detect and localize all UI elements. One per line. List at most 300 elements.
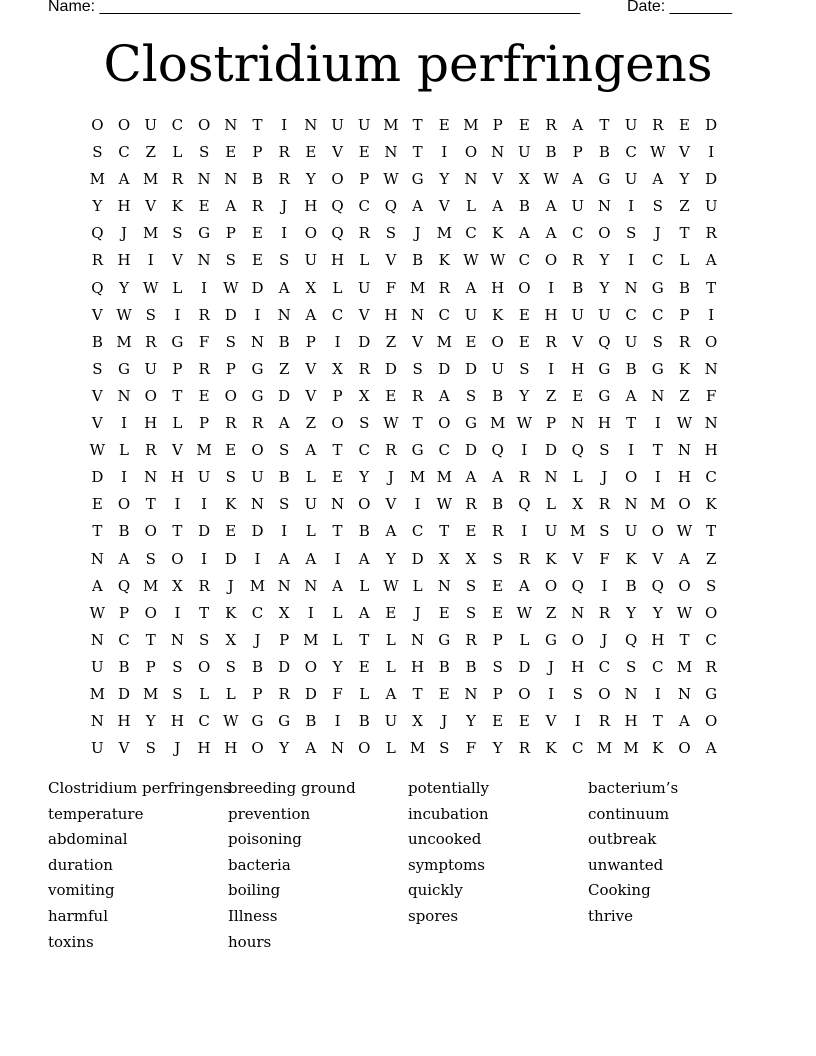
grid-letter[interactable]: U [357, 278, 371, 297]
grid-letter[interactable]: T [652, 712, 663, 731]
grid-letter[interactable]: S [279, 251, 290, 270]
grid-letter[interactable]: A [118, 170, 130, 189]
grid-letter[interactable]: J [601, 468, 608, 487]
grid-letter[interactable]: B [358, 522, 370, 541]
grid-letter[interactable]: V [358, 305, 370, 324]
grid-letter[interactable]: A [385, 522, 397, 541]
grid-letter[interactable]: G [278, 712, 291, 731]
grid-letter[interactable]: Q [91, 224, 104, 243]
grid-letter[interactable]: M [383, 116, 399, 134]
grid-letter[interactable]: O [331, 170, 344, 189]
grid-letter[interactable]: R [545, 332, 557, 351]
grid-letter[interactable]: M [89, 170, 106, 189]
grid-letter[interactable]: N [651, 386, 665, 405]
grid-letter[interactable]: S [492, 549, 503, 568]
grid-letter[interactable]: I [628, 441, 635, 460]
grid-letter[interactable]: I [334, 549, 341, 568]
grid-letter[interactable]: V [145, 197, 157, 216]
grid-letter[interactable]: S [92, 359, 103, 378]
grid-letter[interactable]: G [198, 224, 211, 243]
grid-letter[interactable]: X [465, 549, 477, 568]
grid-letter[interactable]: E [492, 712, 504, 731]
grid-letter[interactable]: M [143, 684, 159, 703]
grid-letter[interactable]: Q [598, 332, 611, 351]
grid-letter[interactable]: O [144, 386, 157, 405]
grid-letter[interactable]: T [439, 522, 450, 541]
grid-letter[interactable]: L [305, 468, 316, 487]
grid-letter[interactable]: M [570, 522, 586, 541]
grid-letter[interactable]: N [197, 170, 211, 189]
grid-letter[interactable]: Q [651, 576, 664, 595]
grid-letter[interactable]: G [651, 278, 664, 297]
grid-letter[interactable]: D [705, 116, 718, 134]
grid-letter[interactable]: S [652, 197, 663, 216]
grid-letter[interactable]: G [171, 332, 184, 351]
grid-letter[interactable]: X [358, 386, 370, 405]
grid-letter[interactable]: C [331, 305, 344, 324]
grid-letter[interactable]: P [118, 603, 130, 622]
grid-letter[interactable]: R [518, 468, 530, 487]
grid-letter[interactable]: S [279, 441, 290, 460]
grid-letter[interactable]: S [145, 739, 156, 758]
grid-letter[interactable]: Q [117, 576, 131, 595]
grid-letter[interactable]: N [117, 386, 131, 405]
grid-letter[interactable]: O [358, 495, 371, 514]
grid-letter[interactable]: D [705, 170, 718, 189]
grid-letter[interactable]: H [704, 441, 718, 460]
grid-letter[interactable]: O [197, 657, 211, 676]
grid-letter[interactable]: Y [145, 712, 156, 731]
grid-letter[interactable]: S [225, 332, 236, 351]
grid-letter[interactable]: D [358, 332, 371, 351]
grid-letter[interactable]: V [171, 441, 183, 460]
grid-letter[interactable]: L [172, 143, 183, 162]
grid-letter[interactable]: C [198, 712, 210, 731]
grid-letter[interactable]: O [491, 332, 504, 351]
grid-letter[interactable]: E [492, 576, 504, 595]
grid-letter[interactable]: A [305, 305, 317, 324]
grid-letter[interactable]: V [545, 712, 557, 731]
grid-letter[interactable]: S [625, 224, 637, 243]
grid-letter[interactable]: D [251, 278, 264, 297]
grid-letter[interactable]: S [439, 739, 450, 758]
grid-letter[interactable]: I [548, 278, 554, 297]
grid-letter[interactable]: Y [519, 386, 530, 405]
grid-letter[interactable]: W [650, 143, 666, 162]
grid-letter[interactable]: U [91, 657, 104, 676]
grid-letter[interactable]: I [121, 414, 127, 433]
grid-letter[interactable]: G [651, 359, 664, 378]
grid-letter[interactable]: I [201, 495, 208, 514]
grid-letter[interactable]: U [624, 332, 638, 351]
grid-letter[interactable]: A [225, 197, 237, 216]
grid-letter[interactable]: E [572, 386, 584, 405]
grid-letter[interactable]: B [91, 332, 103, 351]
date-field-label[interactable]: Date: _______ [627, 0, 732, 15]
grid-letter[interactable]: D [518, 657, 531, 676]
grid-letter[interactable]: N [597, 197, 611, 216]
grid-letter[interactable]: S [225, 657, 236, 676]
grid-letter[interactable]: B [465, 657, 477, 676]
grid-letter[interactable]: I [254, 549, 261, 568]
grid-letter[interactable]: A [385, 684, 397, 703]
grid-letter[interactable]: B [251, 657, 263, 676]
grid-letter[interactable]: N [704, 414, 718, 433]
grid-letter[interactable]: S [225, 468, 236, 487]
grid-letter[interactable]: C [438, 305, 451, 324]
grid-letter[interactable]: I [654, 684, 661, 703]
grid-letter[interactable]: N [224, 170, 238, 189]
grid-letter[interactable]: I [708, 143, 715, 162]
grid-letter[interactable]: U [197, 468, 211, 487]
grid-letter[interactable]: O [518, 278, 531, 297]
grid-letter[interactable]: U [544, 522, 558, 541]
grid-letter[interactable]: C [251, 603, 264, 622]
grid-letter[interactable]: I [548, 684, 554, 703]
grid-letter[interactable]: B [251, 170, 263, 189]
grid-letter[interactable]: A [679, 712, 690, 731]
grid-letter[interactable]: I [174, 495, 181, 514]
grid-letter[interactable]: H [304, 197, 318, 216]
grid-letter[interactable]: P [172, 359, 183, 378]
grid-letter[interactable]: E [385, 386, 397, 405]
grid-letter[interactable]: Q [91, 278, 104, 297]
grid-letter[interactable]: G [545, 630, 558, 649]
grid-letter[interactable]: P [225, 224, 236, 243]
grid-letter[interactable]: J [548, 657, 555, 676]
grid-letter[interactable]: C [652, 251, 664, 270]
grid-letter[interactable]: E [385, 603, 397, 622]
grid-letter[interactable]: Y [385, 549, 396, 568]
grid-letter[interactable]: N [571, 603, 585, 622]
grid-letter[interactable]: O [331, 414, 344, 433]
grid-letter[interactable]: K [625, 549, 637, 568]
grid-letter[interactable]: C [465, 224, 477, 243]
grid-letter[interactable]: M [143, 224, 159, 243]
grid-letter[interactable]: G [705, 684, 718, 703]
grid-letter[interactable]: L [385, 739, 396, 758]
grid-letter[interactable]: M [409, 739, 426, 758]
grid-letter[interactable]: O [171, 549, 184, 568]
grid-letter[interactable]: D [411, 549, 424, 568]
grid-letter[interactable]: T [679, 224, 690, 243]
grid-letter[interactable]: N [90, 549, 104, 568]
grid-letter[interactable]: M [143, 170, 159, 189]
grid-letter[interactable]: I [174, 603, 181, 622]
grid-letter[interactable]: R [465, 630, 477, 649]
grid-letter[interactable]: N [624, 684, 638, 703]
grid-letter[interactable]: Q [331, 197, 344, 216]
grid-letter[interactable]: A [545, 224, 557, 243]
grid-letter[interactable]: N [90, 630, 104, 649]
grid-letter[interactable]: U [624, 116, 638, 134]
grid-letter[interactable]: L [305, 522, 316, 541]
grid-letter[interactable]: Q [491, 441, 504, 460]
grid-letter[interactable]: B [572, 278, 584, 297]
grid-letter[interactable]: S [172, 657, 183, 676]
grid-letter[interactable]: N [704, 359, 718, 378]
grid-letter[interactable]: W [89, 603, 106, 622]
grid-letter[interactable]: U [491, 359, 504, 378]
grid-letter[interactable]: C [598, 657, 611, 676]
grid-letter[interactable]: J [441, 712, 448, 731]
grid-letter[interactable]: W [223, 278, 239, 297]
grid-letter[interactable]: C [438, 441, 451, 460]
grid-letter[interactable]: K [545, 549, 557, 568]
grid-letter[interactable]: M [303, 630, 319, 649]
grid-letter[interactable]: X [278, 603, 290, 622]
grid-letter[interactable]: M [143, 576, 159, 595]
grid-letter[interactable]: I [654, 468, 661, 487]
grid-letter[interactable]: V [91, 414, 103, 433]
grid-letter[interactable]: U [464, 305, 478, 324]
grid-letter[interactable]: L [332, 278, 343, 297]
grid-letter[interactable]: J [121, 224, 128, 243]
grid-letter[interactable]: T [706, 522, 717, 541]
grid-letter[interactable]: O [464, 143, 478, 162]
grid-letter[interactable]: R [518, 739, 530, 758]
grid-letter[interactable]: J [654, 224, 661, 243]
grid-letter[interactable]: L [412, 576, 423, 595]
grid-letter[interactable]: F [332, 684, 343, 703]
grid-letter[interactable]: N [277, 576, 291, 595]
grid-letter[interactable]: I [601, 576, 608, 595]
grid-letter[interactable]: E [91, 495, 103, 514]
grid-letter[interactable]: Z [679, 386, 690, 405]
grid-letter[interactable]: V [572, 549, 584, 568]
grid-letter[interactable]: R [411, 386, 424, 405]
grid-letter[interactable]: O [144, 522, 157, 541]
grid-letter[interactable]: O [251, 739, 264, 758]
grid-letter[interactable]: H [224, 739, 238, 758]
grid-letter[interactable]: F [599, 549, 610, 568]
grid-letter[interactable]: A [412, 197, 424, 216]
grid-letter[interactable]: D [304, 684, 317, 703]
grid-letter[interactable]: C [705, 468, 717, 487]
grid-letter[interactable]: E [438, 603, 450, 622]
grid-letter[interactable]: U [144, 116, 158, 134]
grid-letter[interactable]: A [679, 549, 690, 568]
grid-letter[interactable]: Z [385, 332, 397, 351]
grid-letter[interactable]: A [652, 170, 664, 189]
grid-letter[interactable]: S [198, 630, 210, 649]
grid-letter[interactable]: L [679, 251, 690, 270]
grid-letter[interactable]: P [145, 657, 156, 676]
grid-letter[interactable]: W [436, 495, 452, 514]
grid-letter[interactable]: I [281, 522, 288, 541]
grid-letter[interactable]: W [516, 603, 533, 622]
grid-letter[interactable]: A [625, 386, 637, 405]
grid-letter[interactable]: U [357, 116, 371, 134]
grid-letter[interactable]: C [705, 630, 717, 649]
grid-letter[interactable]: C [652, 305, 664, 324]
grid-letter[interactable]: J [601, 630, 608, 649]
grid-letter[interactable]: N [464, 684, 478, 703]
grid-letter[interactable]: K [492, 224, 504, 243]
grid-letter[interactable]: O [117, 116, 131, 134]
grid-letter[interactable]: I [254, 305, 261, 324]
grid-letter[interactable]: W [676, 522, 693, 541]
grid-letter[interactable]: G [464, 414, 477, 433]
grid-letter[interactable]: N [677, 441, 692, 460]
grid-letter[interactable]: U [384, 712, 398, 731]
grid-letter[interactable]: A [305, 739, 317, 758]
grid-letter[interactable]: M [650, 495, 666, 514]
grid-letter[interactable]: S [599, 522, 610, 541]
grid-letter[interactable]: O [624, 468, 638, 487]
grid-letter[interactable]: T [359, 630, 370, 649]
grid-letter[interactable]: S [706, 576, 717, 595]
grid-letter[interactable]: B [625, 576, 637, 595]
grid-letter[interactable]: V [305, 359, 317, 378]
grid-letter[interactable]: O [705, 603, 718, 622]
grid-letter[interactable]: Q [571, 441, 584, 460]
grid-letter[interactable]: K [705, 495, 717, 514]
grid-letter[interactable]: B [358, 712, 370, 731]
grid-letter[interactable]: I [574, 712, 581, 731]
grid-letter[interactable]: N [197, 251, 211, 270]
grid-letter[interactable]: L [119, 441, 130, 460]
grid-letter[interactable]: B [492, 495, 504, 514]
grid-letter[interactable]: M [436, 332, 452, 351]
grid-letter[interactable]: E [305, 143, 317, 162]
grid-letter[interactable]: O [117, 495, 131, 514]
grid-letter[interactable]: T [412, 143, 423, 162]
grid-letter[interactable]: W [89, 441, 106, 460]
grid-letter[interactable]: N [677, 684, 692, 703]
grid-letter[interactable]: I [201, 278, 208, 297]
grid-letter[interactable]: Y [492, 739, 503, 758]
grid-letter[interactable]: K [678, 359, 691, 378]
grid-letter[interactable]: G [251, 386, 264, 405]
grid-letter[interactable]: V [385, 251, 397, 270]
grid-letter[interactable]: N [250, 332, 265, 351]
grid-letter[interactable]: J [174, 739, 181, 758]
grid-letter[interactable]: U [598, 305, 611, 324]
grid-letter[interactable]: D [384, 359, 397, 378]
grid-letter[interactable]: E [438, 684, 450, 703]
grid-letter[interactable]: T [652, 441, 663, 460]
grid-letter[interactable]: A [572, 116, 584, 134]
grid-letter[interactable]: E [332, 468, 343, 487]
grid-letter[interactable]: Q [384, 197, 398, 216]
grid-letter[interactable]: R [518, 549, 530, 568]
grid-letter[interactable]: U [304, 251, 318, 270]
grid-letter[interactable]: V [679, 143, 690, 162]
grid-letter[interactable]: T [145, 495, 156, 514]
grid-letter[interactable]: B [118, 522, 130, 541]
grid-letter[interactable]: M [409, 468, 426, 487]
grid-letter[interactable]: W [383, 576, 399, 595]
grid-letter[interactable]: R [251, 197, 264, 216]
grid-letter[interactable]: U [571, 305, 585, 324]
grid-letter[interactable]: H [117, 712, 131, 731]
grid-letter[interactable]: R [278, 170, 290, 189]
grid-letter[interactable]: J [227, 576, 234, 595]
grid-letter[interactable]: X [572, 495, 584, 514]
grid-letter[interactable]: X [519, 170, 530, 189]
grid-letter[interactable]: N [330, 739, 345, 758]
grid-letter[interactable]: S [385, 224, 397, 243]
grid-letter[interactable]: O [598, 224, 611, 243]
grid-letter[interactable]: Y [119, 278, 129, 297]
grid-letter[interactable]: H [384, 305, 398, 324]
grid-letter[interactable]: X [412, 712, 423, 731]
grid-letter[interactable]: S [172, 684, 183, 703]
grid-letter[interactable]: E [438, 116, 450, 134]
grid-letter[interactable]: J [414, 603, 421, 622]
grid-letter[interactable]: X [332, 359, 343, 378]
grid-letter[interactable]: R [171, 170, 184, 189]
grid-letter[interactable]: C [652, 657, 664, 676]
grid-letter[interactable]: R [198, 305, 210, 324]
grid-letter[interactable]: D [91, 468, 104, 487]
grid-letter[interactable]: P [679, 305, 690, 324]
grid-letter[interactable]: M [436, 224, 452, 243]
grid-letter[interactable]: Z [679, 197, 690, 216]
grid-letter[interactable]: Q [518, 495, 531, 514]
grid-letter[interactable]: L [359, 251, 370, 270]
grid-letter[interactable]: S [465, 386, 477, 405]
grid-letter[interactable]: B [518, 197, 530, 216]
grid-letter[interactable]: G [411, 170, 424, 189]
grid-letter[interactable]: Y [279, 739, 290, 758]
grid-letter[interactable]: S [279, 495, 290, 514]
grid-letter[interactable]: R [598, 495, 611, 514]
grid-letter[interactable]: E [518, 712, 530, 731]
grid-letter[interactable]: F [465, 739, 477, 758]
grid-letter[interactable]: Y [652, 603, 663, 622]
grid-letter[interactable]: B [278, 332, 290, 351]
grid-letter[interactable]: E [358, 657, 370, 676]
grid-letter[interactable]: E [518, 116, 530, 134]
grid-letter[interactable]: D [224, 549, 237, 568]
grid-letter[interactable]: T [332, 522, 343, 541]
grid-letter[interactable]: Y [305, 170, 316, 189]
grid-letter[interactable]: V [305, 386, 317, 405]
grid-letter[interactable]: H [651, 630, 665, 649]
grid-letter[interactable]: B [678, 278, 690, 297]
grid-letter[interactable]: M [436, 468, 452, 487]
grid-letter[interactable]: A [358, 549, 370, 568]
grid-letter[interactable]: B [305, 712, 317, 731]
grid-letter[interactable]: I [334, 712, 341, 731]
grid-letter[interactable]: U [144, 359, 158, 378]
grid-letter[interactable]: T [332, 441, 343, 460]
grid-letter[interactable]: E [251, 224, 263, 243]
grid-letter[interactable]: D [224, 305, 237, 324]
grid-letter[interactable]: P [252, 684, 263, 703]
grid-letter[interactable]: M [196, 441, 212, 460]
grid-letter[interactable]: V [492, 170, 504, 189]
grid-letter[interactable]: B [492, 386, 504, 405]
grid-letter[interactable]: C [571, 739, 584, 758]
grid-letter[interactable]: P [359, 170, 370, 189]
grid-letter[interactable]: D [278, 657, 291, 676]
grid-letter[interactable]: L [546, 495, 557, 514]
grid-letter[interactable]: A [572, 170, 584, 189]
grid-letter[interactable]: C [571, 224, 584, 243]
grid-letter[interactable]: D [198, 522, 211, 541]
grid-letter[interactable]: P [492, 630, 503, 649]
grid-letter[interactable]: I [441, 143, 448, 162]
grid-letter[interactable]: R [705, 657, 717, 676]
grid-letter[interactable]: V [118, 739, 130, 758]
grid-letter[interactable]: I [281, 224, 288, 243]
grid-letter[interactable]: K [545, 739, 557, 758]
grid-letter[interactable]: S [225, 251, 236, 270]
grid-letter[interactable]: G [251, 712, 264, 731]
